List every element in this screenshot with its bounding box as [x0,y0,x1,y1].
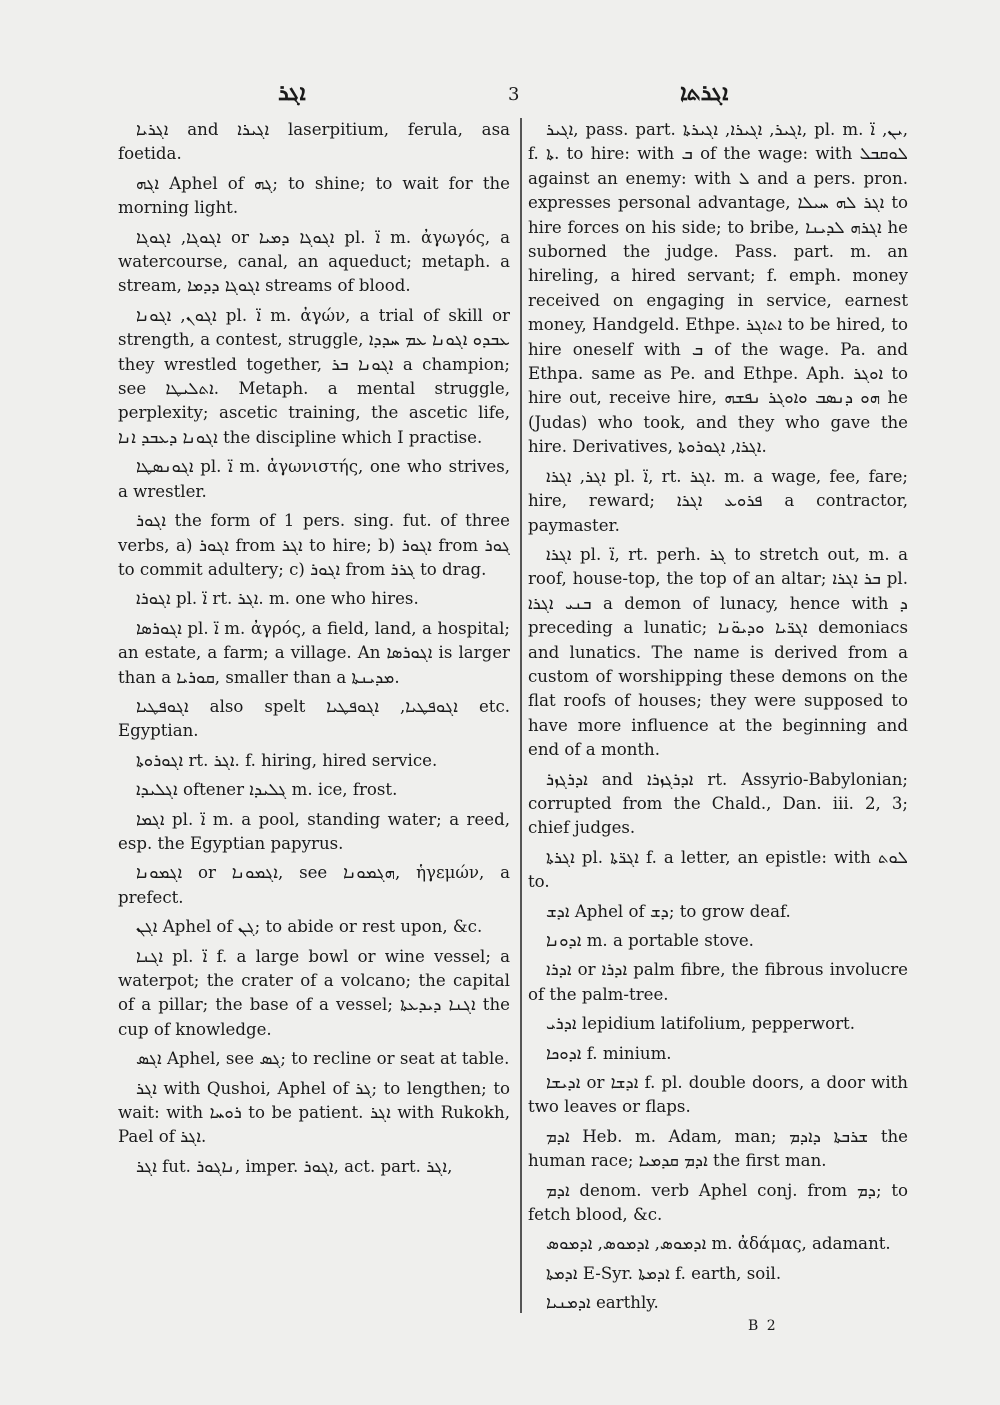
entry: ܐܕܡܢܝܐ earthly. [546,1293,659,1313]
entry: ܐܓܘܓܐ, ܐܓܘܓܐ or ܐܓܘܓܐ ܕܡܝܐ pl. ܐ̈ m. ἀγωγός, a watercourse, canal, an aqueduct; metaph. a stream, ܐܓܘܓܐ ܕܕܡܐ streams of blood. [118,227,510,296]
entry: ܐܕܡܬܐ E-Syr. ܐܕܡܬܐ f. earth, soil. [546,1263,782,1283]
entry: ܐܓܪܬܐ pl. ܐܓܪ̈ܬܐ f. a letter, an epistle: with ܠܘܬ to. [528,847,908,892]
entry: ܐܕܪܝ lepidium latifolium, pepperwort. [546,1014,855,1034]
entry: ܐܓܘܪ the form of 1 pers. sing. fut. of three verbs, a) ܐܓܘܪ from ܐܓܪ to hire; b) ܐܓܘܪ from ܓܘܪ to commit adultery; c) ܐܓܘܪ from ܓܪܪ to drag. [118,511,510,579]
entry: ܐܓܘܪܘܬܐ rt. ܐܓܪ. f. hiring, hired service. [136,750,438,770]
page-header [0,78,1000,114]
entry: ܐܓܢܐ pl. ܐ̈ f. a large bowl or wine vessel; a waterpot; the crater of a volcano; the capital of a pillar; the base of a vessel; ܐܓܢܐ ܕܝܕܥܬܐ the cup of knowledge. [118,946,510,1039]
entry: ܐܕܪܓܙܪ and ܐܕܪܓܙܪܐ rt. Assyrio-Babylonian; corrupted from the Chald., Dan. iii. 2, 3; chief judges. [528,769,908,838]
right-column [528,118,908,1321]
entry: ܐܓܘܦܛܝܐ also spelt ܐܓܘܦܛܝܐ, ܐܓܘܦܛܝܐ etc. Egyptian. [118,696,511,741]
entry: ܐܓܘܢܣܛܐ pl. ܐ̈ m. ἀγωνιστής, one who strives, a wrestler. [118,457,510,501]
entry: ܐܓܢ Aphel of ܓܢ; to abide or rest upon, &c. [136,917,483,937]
entry: ܐܓܡܐ pl. ܐ̈ m. a pool, standing water; a reed, esp. the Egyptian papyrus. [118,809,510,853]
left-column [118,118,510,1184]
page-number: 3 [508,84,520,105]
entry: ܐܓܗ Aphel of ܓܗ; to shine; to wait for the morning light. [118,173,510,218]
entry: ܐܓܝܪ, pass. part. ܐܓܝܪ, ܐܓܝܪܐ, ܐܓܝܪܬܐ, pl. m. ܝܢ, ܐ̈, f. ܬܐ. to hire: with ܒ of the wage: with ܠܘܩܒܠ against an enemy: with ܠ and a pers. pron. expresses personal advantage, ܐܓܪ ܠܗ ܚܝܠܐ to hire forces on his side; to bribe, ܐܓܪܗ ܠܕܝܢܐ he suborned the judge. Pass. part. m. an hireling, a hired servant; f. emph. money received on engaging in service, earnest money, Handgeld. Ethpe. ܐܬܐܓܪ to be hired, to hire oneself with ܒ of the wage. Pa. and Ethpa. same as Pe. and Ethpe. Aph. ܐܘܓܪ to hire out, receive hire, ܗܘ ܕܢܣܒ ܘܐܘܓܪ ܢܦܫܗ he (Judas) who took, and they who gave the hire. Derivatives, ܐܓܪܐ, ܐܓܘܪܘܬܐ. [528,120,909,457]
entry: ܐܓܪ, ܐܓܪܐ pl. ܐ̈, rt. ܐܓܪ. m. a wage, fee, fare; hire, reward; ܦܪܘܥ ܐܓܪܐ a contractor, paymaster. [528,466,908,535]
entry: ܐܓܪ fut. ܢܐܓܘܪ, imper. ܐܓܘܪ, act. part. ܐܓܪ, [136,1156,453,1176]
entry: ܐܓܠܝܕܐ oftener ܓܠܝܕܐ m. ice, frost. [136,780,398,800]
entry: ܐܕܘܢܐ m. a portable stove. [546,931,754,950]
entry: ܐܕܪܐ or ܐܕܪܐ palm fibre, the fibrous involucre of the palm-tree. [528,960,908,1004]
entry: ܐܓܘܪܣܐ pl. ܐ̈ m. ἀγρός, a field, land, a hospital; an estate, a farm; a village. An ܐܓܘܪܣܐ is larger than a ܩܘܪܝܐ, smaller than a ܡܕܝܢܬܐ. [118,618,510,687]
entry: ܐܓܪܝܐ and ܐܓܝܪܐ laserpitium, ferula, asa foetida. [118,120,510,164]
entry: ܐܕܡܘܣ, ܐܕܡܘܣ, ܐܕܡܘܣ m. ἀδάμας, adamant. [546,1234,891,1254]
column-divider [520,118,522,1313]
entry: ܐܓܣ Aphel, see ܓܣ; to recline or seat at table. [136,1049,510,1069]
entry: ܐܓܪܐ pl. ܐ̈, rt. perh. ܓܪ to stretch out, m. a roof, house-top, the top of an altar; ܒܪ ܐܓܪܐ pl. ܒܢܝ ܐܓܪܐ a demon of lunacy, hence with ܕ preceding a lunatic; ܐܓܪ̈ܝܐ ܘܕܝܘ̈ܢܐ demoniacs and lunatics. The name is derived from a custom of worshipping these demons on the flat roofs of houses; they were supposed to have more influence at the beginning and end of a month. [528,544,908,760]
entry: ܐܓܘܢ, ܐܓܘܢܐ pl. ܐ̈ m. ἀγών, a trial of skill or strength, a contest, struggle, ܥܒܕܘ ܐܓܘܢܐ ܥܡ ܚܕܕܐ they wrestled together, ܐܓܘܢܐ ܒܪ a champion; see ܐܬܠܝܛܐ. Metaph. a mental struggle, perplexity; ascetic training, the ascetic life, ܐܓܘܢܐ ܕܥܒܕ ܐܢܐ the discipline which I practise. [118,305,510,447]
entry: ܐܕܘܟܐ f. minium. [546,1043,672,1063]
entry: ܐܕܝܫܐ or ܐܕܫܐ f. pl. double doors, a door with two leaves or flaps. [528,1073,908,1117]
entry: ܐܕܫ Aphel of ܕܫ; to grow deaf. [546,901,791,921]
left-running-head: ܐܓܪ [278,80,306,106]
right-running-head: ܐܓܪܬܐ [680,80,729,106]
entry: ܐܓܘܪܐ pl. ܐ̈ rt. ܐܓܪ. m. one who hires. [136,589,419,609]
signature-mark: B 2 [748,1318,778,1334]
entry: ܐܕܡ Heb. m. Adam, man; ܫܪܒܬܐ ܕܐܕܡ the human race; ܐܕܡ ܩܕܡܝܐ the first man. [528,1126,908,1171]
entry: ܐܓܪ with Qushoi, Aphel of ܓܪ; to lengthen; to wait: with ܪܘܚܐ to be patient. ܐܓܪ with Rukokh, Pael of ܐܓܪ. [118,1078,510,1147]
entry: ܐܕܡ denom. verb Aphel conj. from ܕܡ; to fetch blood, &c. [528,1180,908,1225]
entry: ܐܓܡܘܢܐ or ܐܓܡܘܢܐ, see ܗܓܡܘܢܐ, ἡγεμών, a prefect. [118,863,510,907]
